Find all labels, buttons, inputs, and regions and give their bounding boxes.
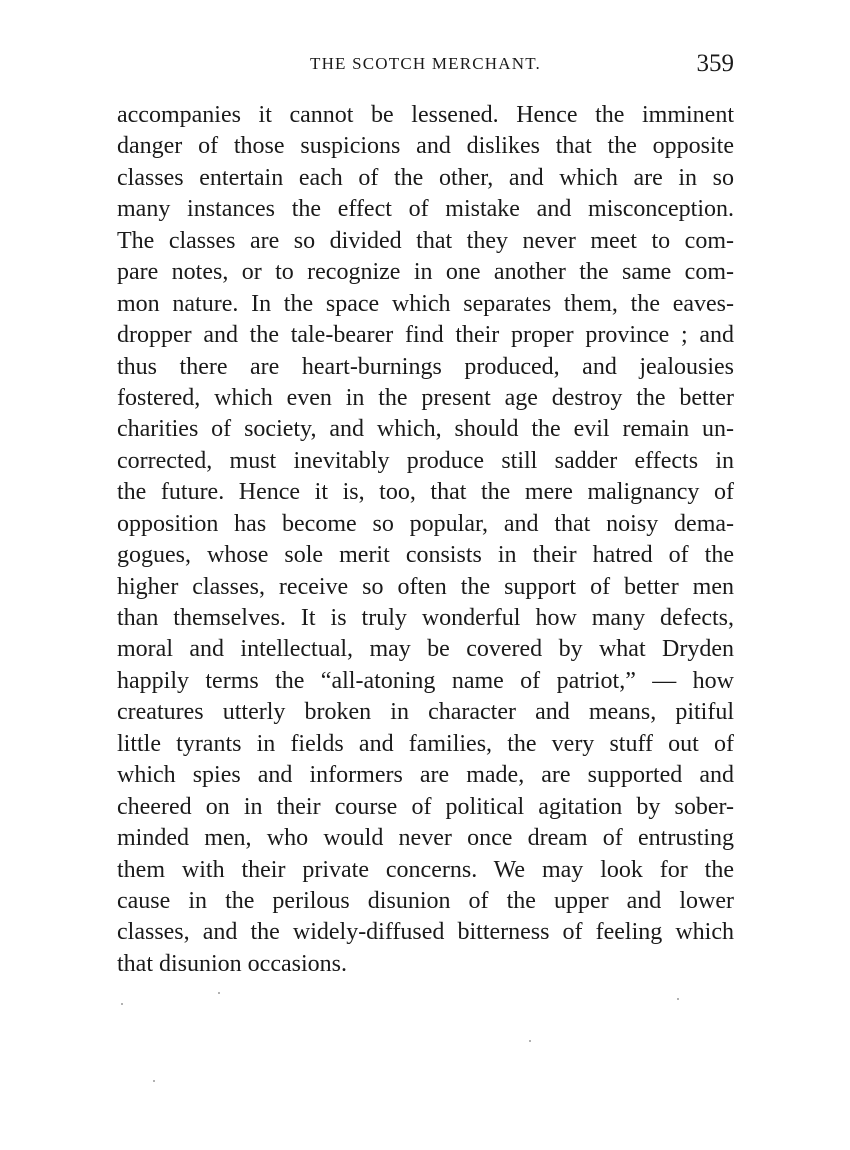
text-line: classes, and the widely-diffused bitterness of feeling which bbox=[117, 919, 734, 946]
body-paragraph bbox=[117, 100, 734, 980]
text-line: opposition has become so popular, and that noisy dema- bbox=[117, 510, 734, 537]
text-line: happily terms the “all-atoning name of patriot,” — how bbox=[117, 667, 734, 694]
text-line: charities of society, and which, should the evil remain un- bbox=[117, 416, 734, 443]
text-line: the future. Hence it is, too, that the mere malignancy of bbox=[117, 479, 734, 506]
text-line: little tyrants in fields and families, the very stuff out of bbox=[117, 730, 734, 757]
text-line: gogues, whose sole merit consists in their hatred of the bbox=[117, 542, 734, 569]
text-line: The classes are so divided that they never meet to com- bbox=[117, 227, 734, 254]
text-line: them with their private concerns. We may look for the bbox=[117, 856, 734, 883]
scan-speck bbox=[529, 1040, 531, 1042]
text-line: pare notes, or to recognize in one another the same com- bbox=[117, 259, 734, 286]
text-line: dropper and the tale-bearer find their proper province ; and bbox=[117, 322, 734, 349]
text-line: danger of those suspicions and dislikes that the opposite bbox=[117, 133, 734, 160]
text-line: accompanies it cannot be lessened. Hence the imminent bbox=[117, 102, 734, 128]
text-line: creatures utterly broken in character and means, pitiful bbox=[117, 699, 734, 726]
text-line: cheered on in their course of political agitation by sober- bbox=[117, 793, 734, 820]
text-line: thus there are heart-burnings produced, and jealousies bbox=[117, 353, 734, 380]
text-line: cause in the perilous disunion of the upper and lower bbox=[117, 887, 734, 914]
scan-speck bbox=[218, 992, 220, 994]
text-line: minded men, who would never once dream of entrusting bbox=[117, 825, 734, 852]
text-line: classes entertain each of the other, and which are in so bbox=[117, 164, 734, 191]
text-line: many instances the effect of mistake and misconception. bbox=[117, 196, 734, 223]
running-title: THE SCOTCH MERCHANT. bbox=[310, 54, 541, 73]
text-line: fostered, which even in the present age destroy the better bbox=[117, 384, 734, 411]
text-line: than themselves. It is truly wonderful how many defects, bbox=[117, 605, 734, 631]
text-line: moral and intellectual, may be covered by what Dryden bbox=[117, 636, 734, 663]
scan-speck bbox=[677, 998, 679, 1000]
text-line: which spies and informers are made, are supported and bbox=[117, 762, 734, 789]
text-line: higher classes, receive so often the support of better men bbox=[117, 573, 734, 600]
text-line-last: that disunion occasions. bbox=[117, 950, 347, 977]
page-number: 359 bbox=[696, 50, 734, 77]
scan-speck bbox=[121, 1003, 123, 1005]
running-head bbox=[117, 50, 734, 80]
text-line: corrected, must inevitably produce still sadder effects in bbox=[117, 447, 734, 474]
text-line: mon nature. In the space which separates them, the eaves- bbox=[117, 290, 734, 317]
scan-speck bbox=[153, 1080, 155, 1082]
